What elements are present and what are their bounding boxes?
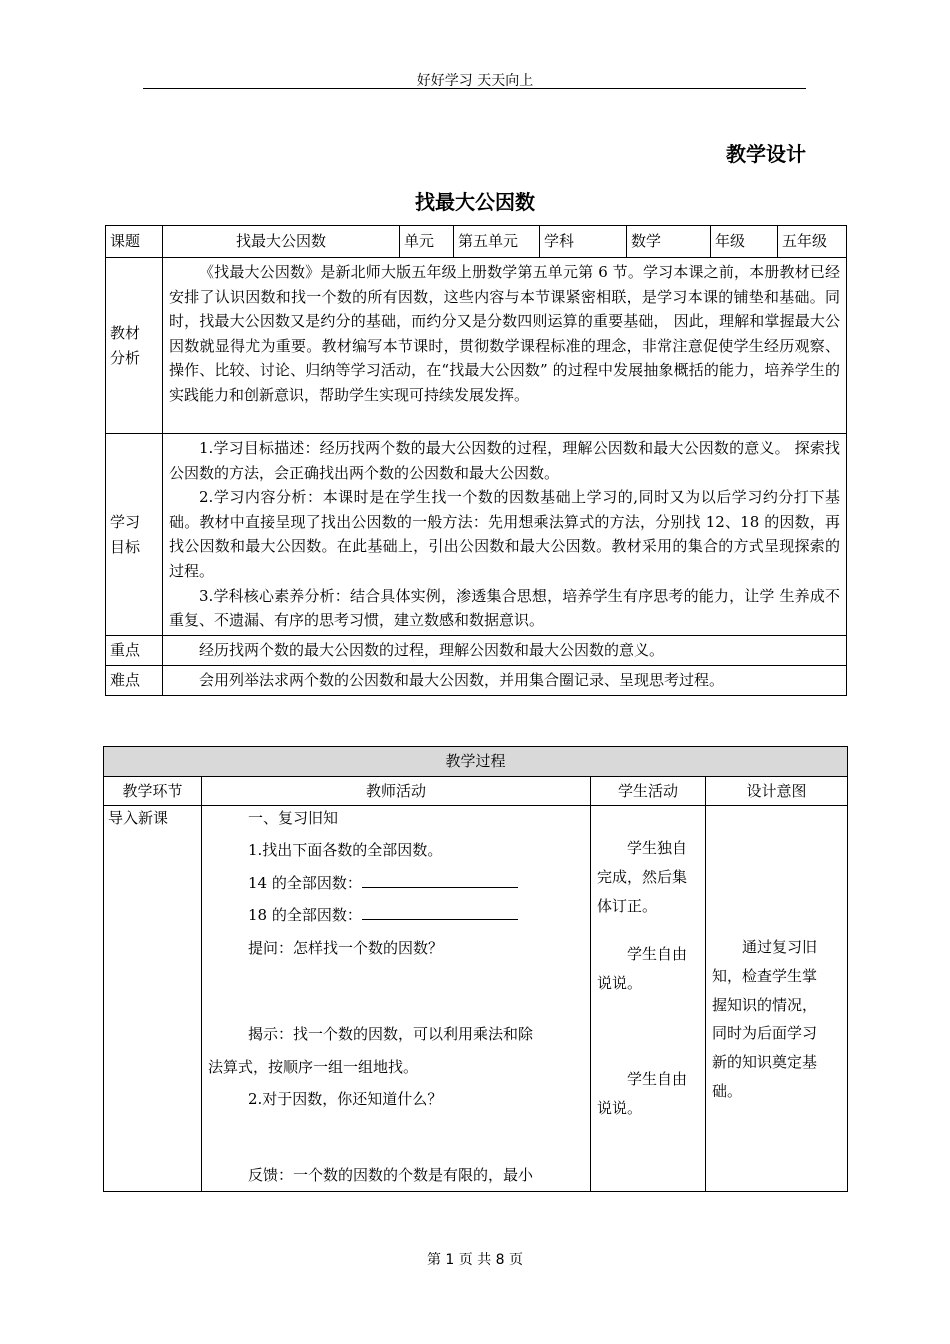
unit-value: 第五单元 [454,226,540,258]
col-intent-header: 设计意图 [706,777,848,806]
key-point-text: 经历找两个数的最大公因数的过程，理解公因数和最大公因数的意义。 [163,636,847,666]
material-analysis-text: 《找最大公因数》是新北师大版五年级上册数学第五单元第 6 节。学习本课之前，本册教材已经安排了认识因数和找一个数的所有因数，这些内容与本节课紧密相联，是学习本课的铺垫和基础。同时，找最大公因数又是约分的基础，而约分又是分数四则运算的重要基础， 因此，理解和掌握最大公因数就显得尤为重要。教材编写本节课时，贯彻数学课程标准的理念，非常注意促使学生经历观察、操作、比较、讨论、归纳等学习活动，在“找最大公因数” 的过程中发展抽象概括的能力，培养学生的实践能力和创新意识，帮助学生实现可持续发展发挥。 [163,258,847,434]
key-point-label: 重点 [106,636,163,666]
teacher-line: 法算式，按顺序一组一组地找。 [208,1057,419,1076]
difficulty-text: 会用列举法求两个数的公因数和最大公因数，并用集合圈记录、呈现思考过程。 [163,666,847,696]
col-student-header: 学生活动 [591,777,706,806]
col-stage-header: 教学环节 [104,777,202,806]
teacher-line-fill-14: 14 的全部因数： [208,867,584,900]
student-line: 体订正。 [597,896,658,915]
teaching-process-table [103,746,848,1192]
unit-label: 单元 [400,226,454,258]
page-footer: 第 1 页 共 8 页 [426,1252,524,1268]
document-type: 教学设计 [726,142,806,166]
teacher-line: 揭示：找一个数的因数，可以利用乘法和除 [248,1025,534,1043]
lesson-info-table [105,225,847,696]
teacher-line: 一、复习旧知 [248,809,339,827]
grade-value: 五年级 [778,226,847,258]
student-activity-cell [591,806,706,1192]
stage-cell [104,806,202,1192]
grade-label: 年级 [711,226,778,258]
design-intent-cell [706,806,848,1192]
learning-goals-text: 1.学习目标描述：经历找两个数的最大公因数的过程，理解公因数和最大公因数的意义。 探索找公因数的方法，会正确找出两个数的公因数和最大公因数。 2.学习内容分析：本课时是在学生找一个数的因数基础上学习的,同时又为以后学习约分打下基础。教材中直接呈现了找出公因数的一般方法：先用想乘法算式的方法，分别找 12、18 的因数，再找公因数和最大公因数。在此基础上，引出公因数和最大公因数。教材采用的集合的方式呈现探索的过程。 3.学科核心素养分析：结合具体实例，渗透集合思想，培养学生有序思考的能力，让学 生养成不重复、不遗漏、有序的思考习惯，建立数感和数据意识。 [163,434,847,636]
stage-name: 导入新课 [108,809,169,827]
intent-line: 知，检查学生掌 [712,966,818,985]
process-title: 教学过程 [104,747,848,777]
header-rule [143,88,806,89]
teacher-line-fill-18: 18 的全部因数： [208,899,584,932]
learning-goals-label: 学习 目标 [106,434,163,636]
subject-label: 学科 [540,226,627,258]
intent-line: 握知识的情况， [712,995,818,1014]
teacher-line: 2.对于因数，你还知道什么？ [248,1090,443,1108]
teacher-line: 提问：怎样找一个数的因数？ [248,938,444,957]
topic-value: 找最大公因数 [163,226,400,258]
student-line: 说说。 [597,974,643,993]
teacher-line: 反馈：一个数的因数的个数是有限的，最小 [248,1165,534,1184]
teacher-activity-cell [202,806,591,1192]
intent-line: 同时为后面学习 [712,1024,818,1043]
col-teacher-header: 教师活动 [202,777,591,806]
student-line: 完成，然后集 [597,867,688,886]
intent-line: 础。 [712,1081,743,1100]
difficulty-label: 难点 [106,666,163,696]
intent-line: 通过复习旧 [742,938,818,956]
student-line: 学生独自 [627,839,688,857]
document-title: 找最大公因数 [415,190,535,214]
intent-line: 新的知识奠定基 [712,1053,818,1072]
student-line: 学生自由 [627,1069,688,1088]
answer-blank [362,873,518,888]
page-header: 好好学习 天天向上 [416,73,534,89]
teacher-line: 1.找出下面各数的全部因数。 [248,841,443,859]
student-line: 学生自由 [627,945,688,964]
subject-value: 数学 [627,226,711,258]
material-analysis-label: 教材 分析 [106,258,163,434]
student-line: 说说。 [597,1098,643,1117]
answer-blank [362,905,518,920]
topic-label: 课题 [106,226,163,258]
